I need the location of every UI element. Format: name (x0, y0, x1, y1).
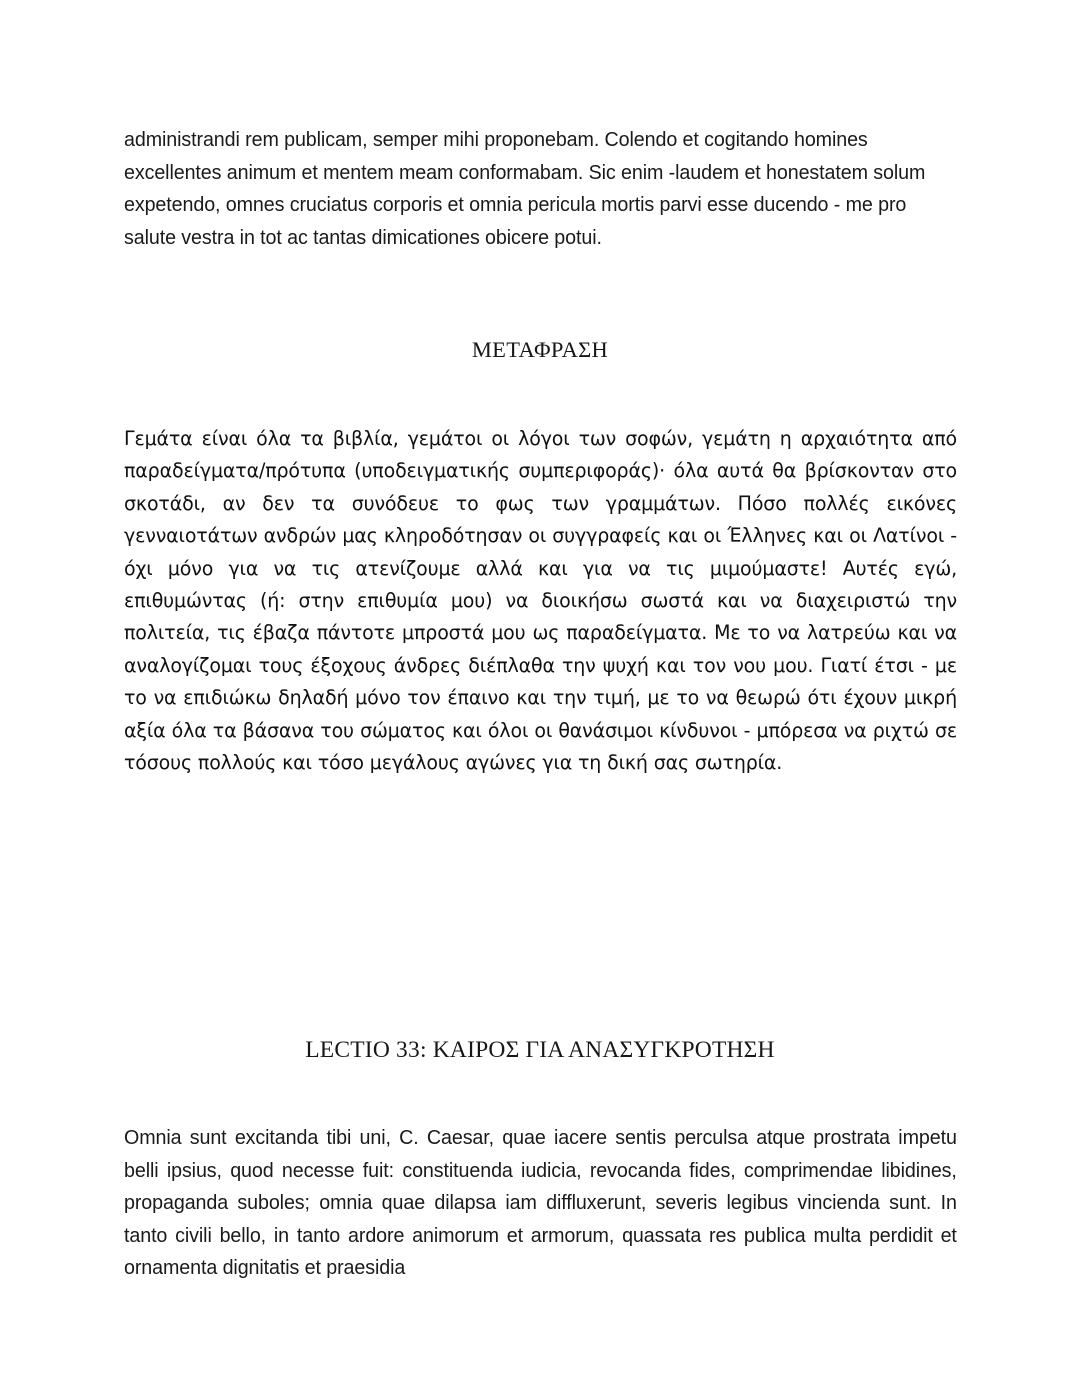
latin-paragraph-top: administrandi rem publicam, semper mihi proponebam. Colendo et cogitando homines excellentes animum et mentem meam conformabam. Sic enim -laudem et honestatem solum expetendo, omnes cruciatus corporis et omnia pericula mortis parvi esse ducendo - me pro salute vestra in tot ac tantas dimicationes obicere potui. (124, 129, 926, 249)
greek-translation-paragraph: Γεμάτα είναι όλα τα βιβλία, γεμάτοι οι λόγοι των σοφών, γεμάτη η αρχαιότητα από παραδείγματα/πρότυπα (υποδειγματικής συμπεριφοράς)· όλα αυτά θα βρίσκονταν στο σκοτάδι, αν δεν τα συνόδευε το φως των γραμμάτων. Πόσο πολλές εικόνες γενναιοτάτων ανδρών μας κληροδότησαν οι συγγραφείς και οι Έλληνες και οι Λατίνοι - όχι μόνο για να τις ατενίζουμε αλλά και για να τις μιμούμαστε! Αυτές εγώ, επιθυμώντας (ή: στην επιθυμία μου) να διοικήσω σωστά και να διαχειριστώ την πολιτεία, τις έβαζα πάντοτε μπροστά μου ως παραδείγματα. Με το να λατρεύω και να αναλογίζομαι τους έξοχους άνδρες διέπλαθα την ψυχή και τον νου μου. Γιατί έτσι - με το να επιδιώκω δηλαδή μόνο τον έπαινο και την τιμή, με το να θεωρώ ότι έχουν μικρή αξία όλα τα βάσανα του σώματος και όλοι οι θανάσιμοι κίνδυνοι - μπόρεσα να ριχτώ σε τόσους πολλούς και τόσο μεγάλους αγώνες για τη δική σας σωτηρία. (124, 427, 957, 775)
lectio-section-heading: LECTIO 33: ΚΑΙΡΟΣ ΓΙΑ ΑΝΑΣΥΓΚΡΟΤΗΣΗ (305, 1037, 775, 1063)
latin-paragraph-bottom: Omnia sunt excitanda tibi uni, C. Caesar, quae iacere sentis perculsa atque prostrata impetu belli ipsius, quod necesse fuit: constituenda iudicia, revocanda fides, comprimendae libidines, propaganda suboles; omnia quae dilapsa iam diffluxerunt, severis legibus vincienda sunt. In tanto civili bello, in tanto ardore animorum et armorum, quassata res publica multa perdidit et ornamenta dignitatis et praesidia (124, 1127, 957, 1279)
translation-section-heading: ΜΕΤΑΦΡΑΣΗ (471, 337, 609, 362)
